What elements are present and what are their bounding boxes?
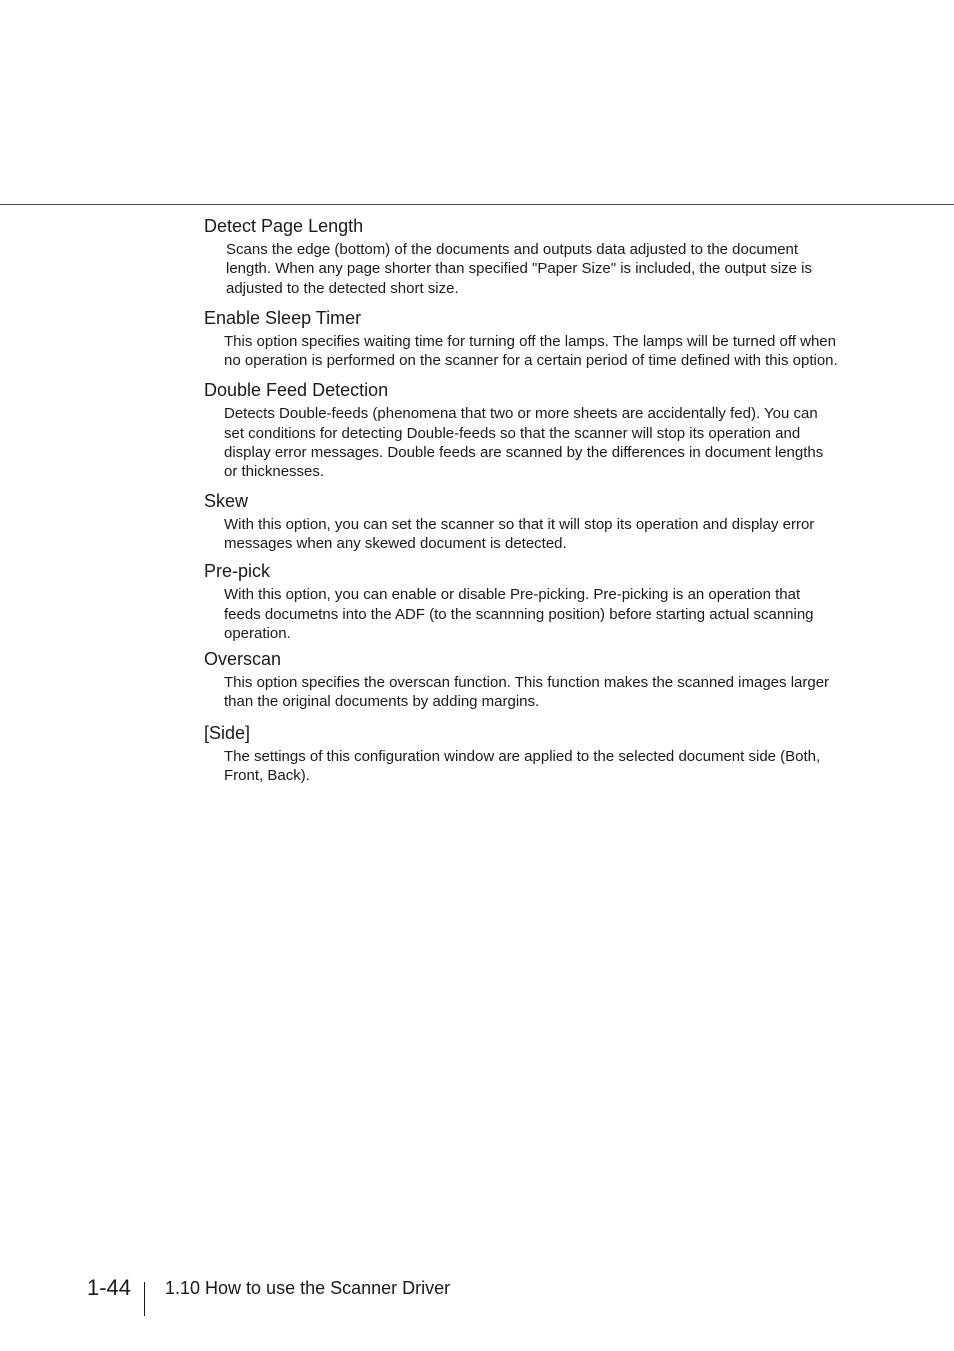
section-heading: Skew xyxy=(204,490,249,511)
section-body: This option specifies the overscan function. This function makes the scanned images larger than the original documents by adding margins. xyxy=(224,674,830,711)
section-detect-page-length xyxy=(204,214,840,298)
section-body: This option specifies waiting time for turning off the lamps. The lamps will be turned off when no operation is performed on the scanner for a certain period of time defined with this option. xyxy=(224,332,838,370)
section-heading: Double Feed Detection xyxy=(204,380,389,401)
section-enable-sleep-timer xyxy=(204,306,840,371)
header-rule xyxy=(0,204,954,205)
section-heading: Pre-pick xyxy=(204,561,271,582)
section-heading: Overscan xyxy=(204,649,282,670)
section-side xyxy=(204,721,840,786)
section-heading: Enable Sleep Timer xyxy=(204,307,362,328)
section-skew xyxy=(204,489,840,554)
section-body: Detects Double-feeds (phenomena that two or more sheets are accidentally fed). You can set conditions for detecting Double-feeds so that the scanner will stop its operation and display error messages. Double feeds are scanned by the differences in document lengths or thicknesses. xyxy=(224,405,824,481)
section-heading: Detect Page Length xyxy=(204,216,364,236)
chapter-title: 1.10 How to use the Scanner Driver xyxy=(165,1278,451,1298)
section-body: The settings of this configuration window are applied to the selected document side (Both, Front, Back). xyxy=(224,747,821,785)
page-content xyxy=(204,214,840,785)
page-footer xyxy=(0,1270,954,1320)
page-number: 1-44 xyxy=(87,1275,132,1300)
section-overscan xyxy=(204,647,840,712)
footer-divider xyxy=(144,1282,145,1316)
section-double-feed-detection xyxy=(204,378,840,481)
section-pre-pick xyxy=(204,559,840,643)
section-body: With this option, you can set the scanner so that it will stop its operation and display error messages when any skewed document is detected. xyxy=(224,515,815,552)
section-body: Scans the edge (bottom) of the documents and outputs data adjusted to the document length. When any page shorter than specified "Paper Size" is included, the output size is adjusted to the detected short size. xyxy=(226,241,812,297)
section-body: With this option, you can enable or disable Pre-picking. Pre-picking is an operation that feeds documetns into the ADF (to the scannning position) before starting actual scanning operation. xyxy=(224,586,814,642)
section-heading: [Side] xyxy=(204,722,251,743)
